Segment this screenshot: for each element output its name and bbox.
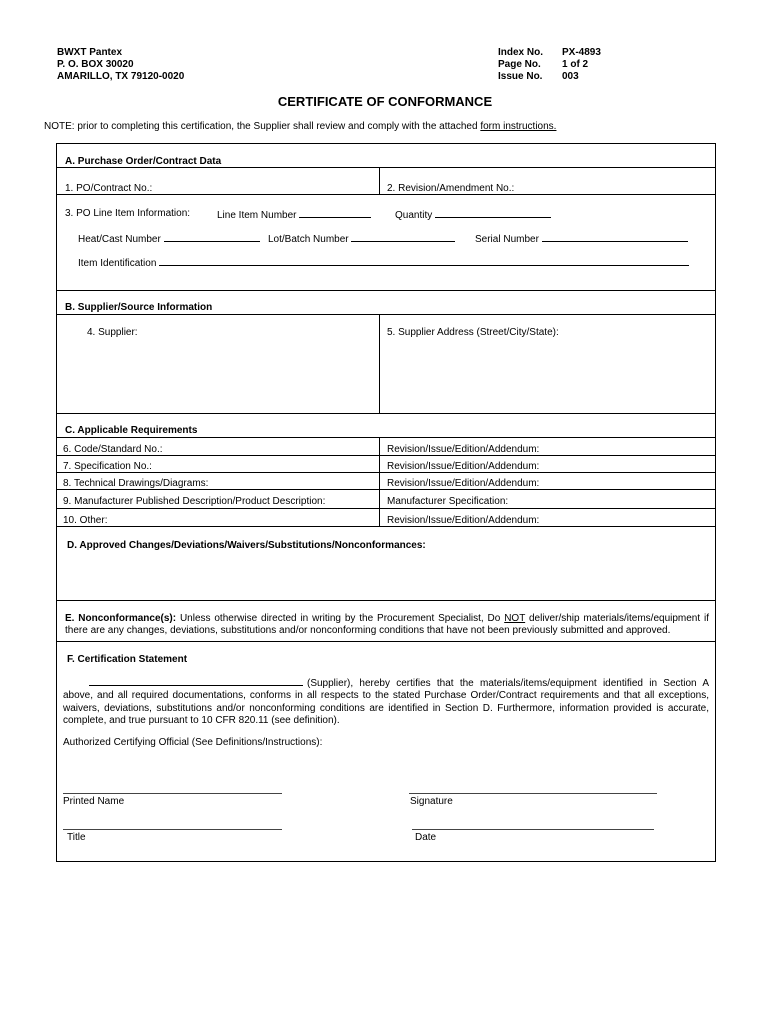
po-contract-field[interactable]: 1. PO/Contract No.: [65, 183, 153, 194]
divider [57, 489, 715, 490]
serial-number-label: Serial Number [475, 234, 539, 245]
lot-batch-label: Lot/Batch Number [268, 234, 349, 245]
code-standard-revision-field[interactable]: Revision/Issue/Edition/Addendum: [387, 444, 540, 455]
quantity-field[interactable] [395, 208, 551, 221]
item-identification-field[interactable] [78, 256, 689, 269]
revision-amendment-field[interactable]: 2. Revision/Amendment No.: [387, 183, 515, 194]
line-item-number-label: Line Item Number [217, 210, 297, 221]
other-revision-field[interactable]: Revision/Issue/Edition/Addendum: [387, 515, 540, 526]
specification-revision-field[interactable]: Revision/Issue/Edition/Addendum: [387, 461, 540, 472]
title-line[interactable] [63, 829, 282, 830]
divider [57, 508, 715, 509]
section-e-label: E. Nonconformance(s): [65, 613, 177, 624]
company-po-box: P. O. BOX 30020 [57, 59, 134, 70]
line-item-number-blank[interactable] [299, 208, 371, 218]
specification-field[interactable]: 7. Specification No.: [63, 461, 152, 472]
form-instructions-link[interactable]: form instructions. [480, 121, 557, 132]
date-label: Date [415, 832, 437, 843]
heat-cast-label: Heat/Cast Number [78, 234, 161, 245]
divider [57, 472, 715, 473]
divider [57, 455, 715, 456]
lot-batch-blank[interactable] [351, 232, 455, 242]
section-c-heading: C. Applicable Requirements [65, 425, 198, 436]
quantity-label: Quantity [395, 210, 433, 221]
authorized-official-label: Authorized Certifying Official (See Definitions/Instructions): [63, 737, 323, 748]
index-label: Index No. [498, 47, 544, 58]
divider [57, 167, 715, 168]
section-d-heading: D. Approved Changes/Deviations/Waivers/Substitutions/Nonconformances: [67, 540, 426, 551]
certification-statement-text: (Supplier), hereby certifies that the materials/items/equipment identified in Section A above, and all required documentations, conforms in all respects to the stated Purchase Order/Contract requirements and that all exceptions, waivers, deviations, substitutions and/or nonconforming conditions are identified in Section D. Furthermore, information provided is accurate, complete, and true pursuant to 10 CFR 820.11 (see definition). [63, 678, 709, 726]
serial-number-field[interactable] [475, 232, 688, 245]
supplier-name-blank[interactable] [89, 676, 303, 686]
not-emphasis: NOT [504, 613, 526, 624]
company-name: BWXT Pantex [57, 47, 123, 58]
divider [379, 315, 380, 413]
section-e-text: Unless otherwise directed in writing by the Procurement Specialist, Do [176, 613, 505, 624]
heat-cast-blank[interactable] [164, 232, 260, 242]
date-line[interactable] [412, 829, 654, 830]
manufacturer-specification-field[interactable]: Manufacturer Specification: [387, 496, 509, 507]
section-e-text-continued: deliver/ship materials/items/equipment if there are any changes, deviations, substitutions and/or nonconforming conditions that have not been previously submitted and approved. [65, 613, 710, 637]
divider [57, 600, 715, 601]
printed-name-label: Printed Name [63, 796, 125, 807]
certificate-form [56, 143, 716, 862]
company-city: AMARILLO, TX 79120-0020 [57, 71, 185, 82]
note [44, 121, 556, 132]
index-value: PX-4893 [562, 47, 601, 58]
divider [379, 168, 380, 194]
divider [57, 413, 715, 414]
issue-value: 003 [562, 71, 579, 82]
heat-cast-field[interactable] [78, 232, 260, 245]
divider [57, 194, 715, 195]
po-line-item-label: 3. PO Line Item Information: [65, 208, 191, 219]
divider [379, 438, 380, 526]
page-label: Page No. [498, 59, 541, 70]
section-f-heading: F. Certification Statement [67, 654, 188, 665]
other-field[interactable]: 10. Other: [63, 515, 108, 526]
technical-drawings-revision-field[interactable]: Revision/Issue/Edition/Addendum: [387, 478, 540, 489]
certification-statement [63, 676, 709, 727]
item-identification-blank[interactable] [159, 256, 689, 266]
section-b-heading: B. Supplier/Source Information [65, 302, 213, 313]
line-item-number-field[interactable] [217, 208, 371, 221]
signature-line[interactable] [409, 793, 657, 794]
note-text: NOTE: prior to completing this certification, the Supplier shall review and comply with the attached [44, 121, 481, 132]
title-label: Title [67, 832, 86, 843]
section-a-heading: A. Purchase Order/Contract Data [65, 156, 222, 167]
supplier-address-field[interactable]: 5. Supplier Address (Street/City/State): [387, 327, 559, 338]
printed-name-line[interactable] [63, 793, 282, 794]
supplier-field[interactable]: 4. Supplier: [87, 327, 138, 338]
quantity-blank[interactable] [435, 208, 551, 218]
item-identification-label: Item Identification [78, 258, 157, 269]
serial-number-blank[interactable] [542, 232, 688, 242]
page-title: CERTIFICATE OF CONFORMANCE [277, 94, 493, 109]
technical-drawings-field[interactable]: 8. Technical Drawings/Diagrams: [63, 478, 209, 489]
page-value: 1 of 2 [562, 59, 589, 70]
lot-batch-field[interactable] [268, 232, 455, 245]
manufacturer-description-field[interactable]: 9. Manufacturer Published Description/Product Description: [63, 496, 326, 507]
divider [57, 641, 715, 642]
divider [57, 526, 715, 527]
divider [57, 437, 715, 438]
issue-label: Issue No. [498, 71, 543, 82]
signature-label: Signature [410, 796, 453, 807]
divider [57, 314, 715, 315]
section-e-paragraph [65, 613, 709, 638]
divider [57, 290, 715, 291]
code-standard-field[interactable]: 6. Code/Standard No.: [63, 444, 163, 455]
